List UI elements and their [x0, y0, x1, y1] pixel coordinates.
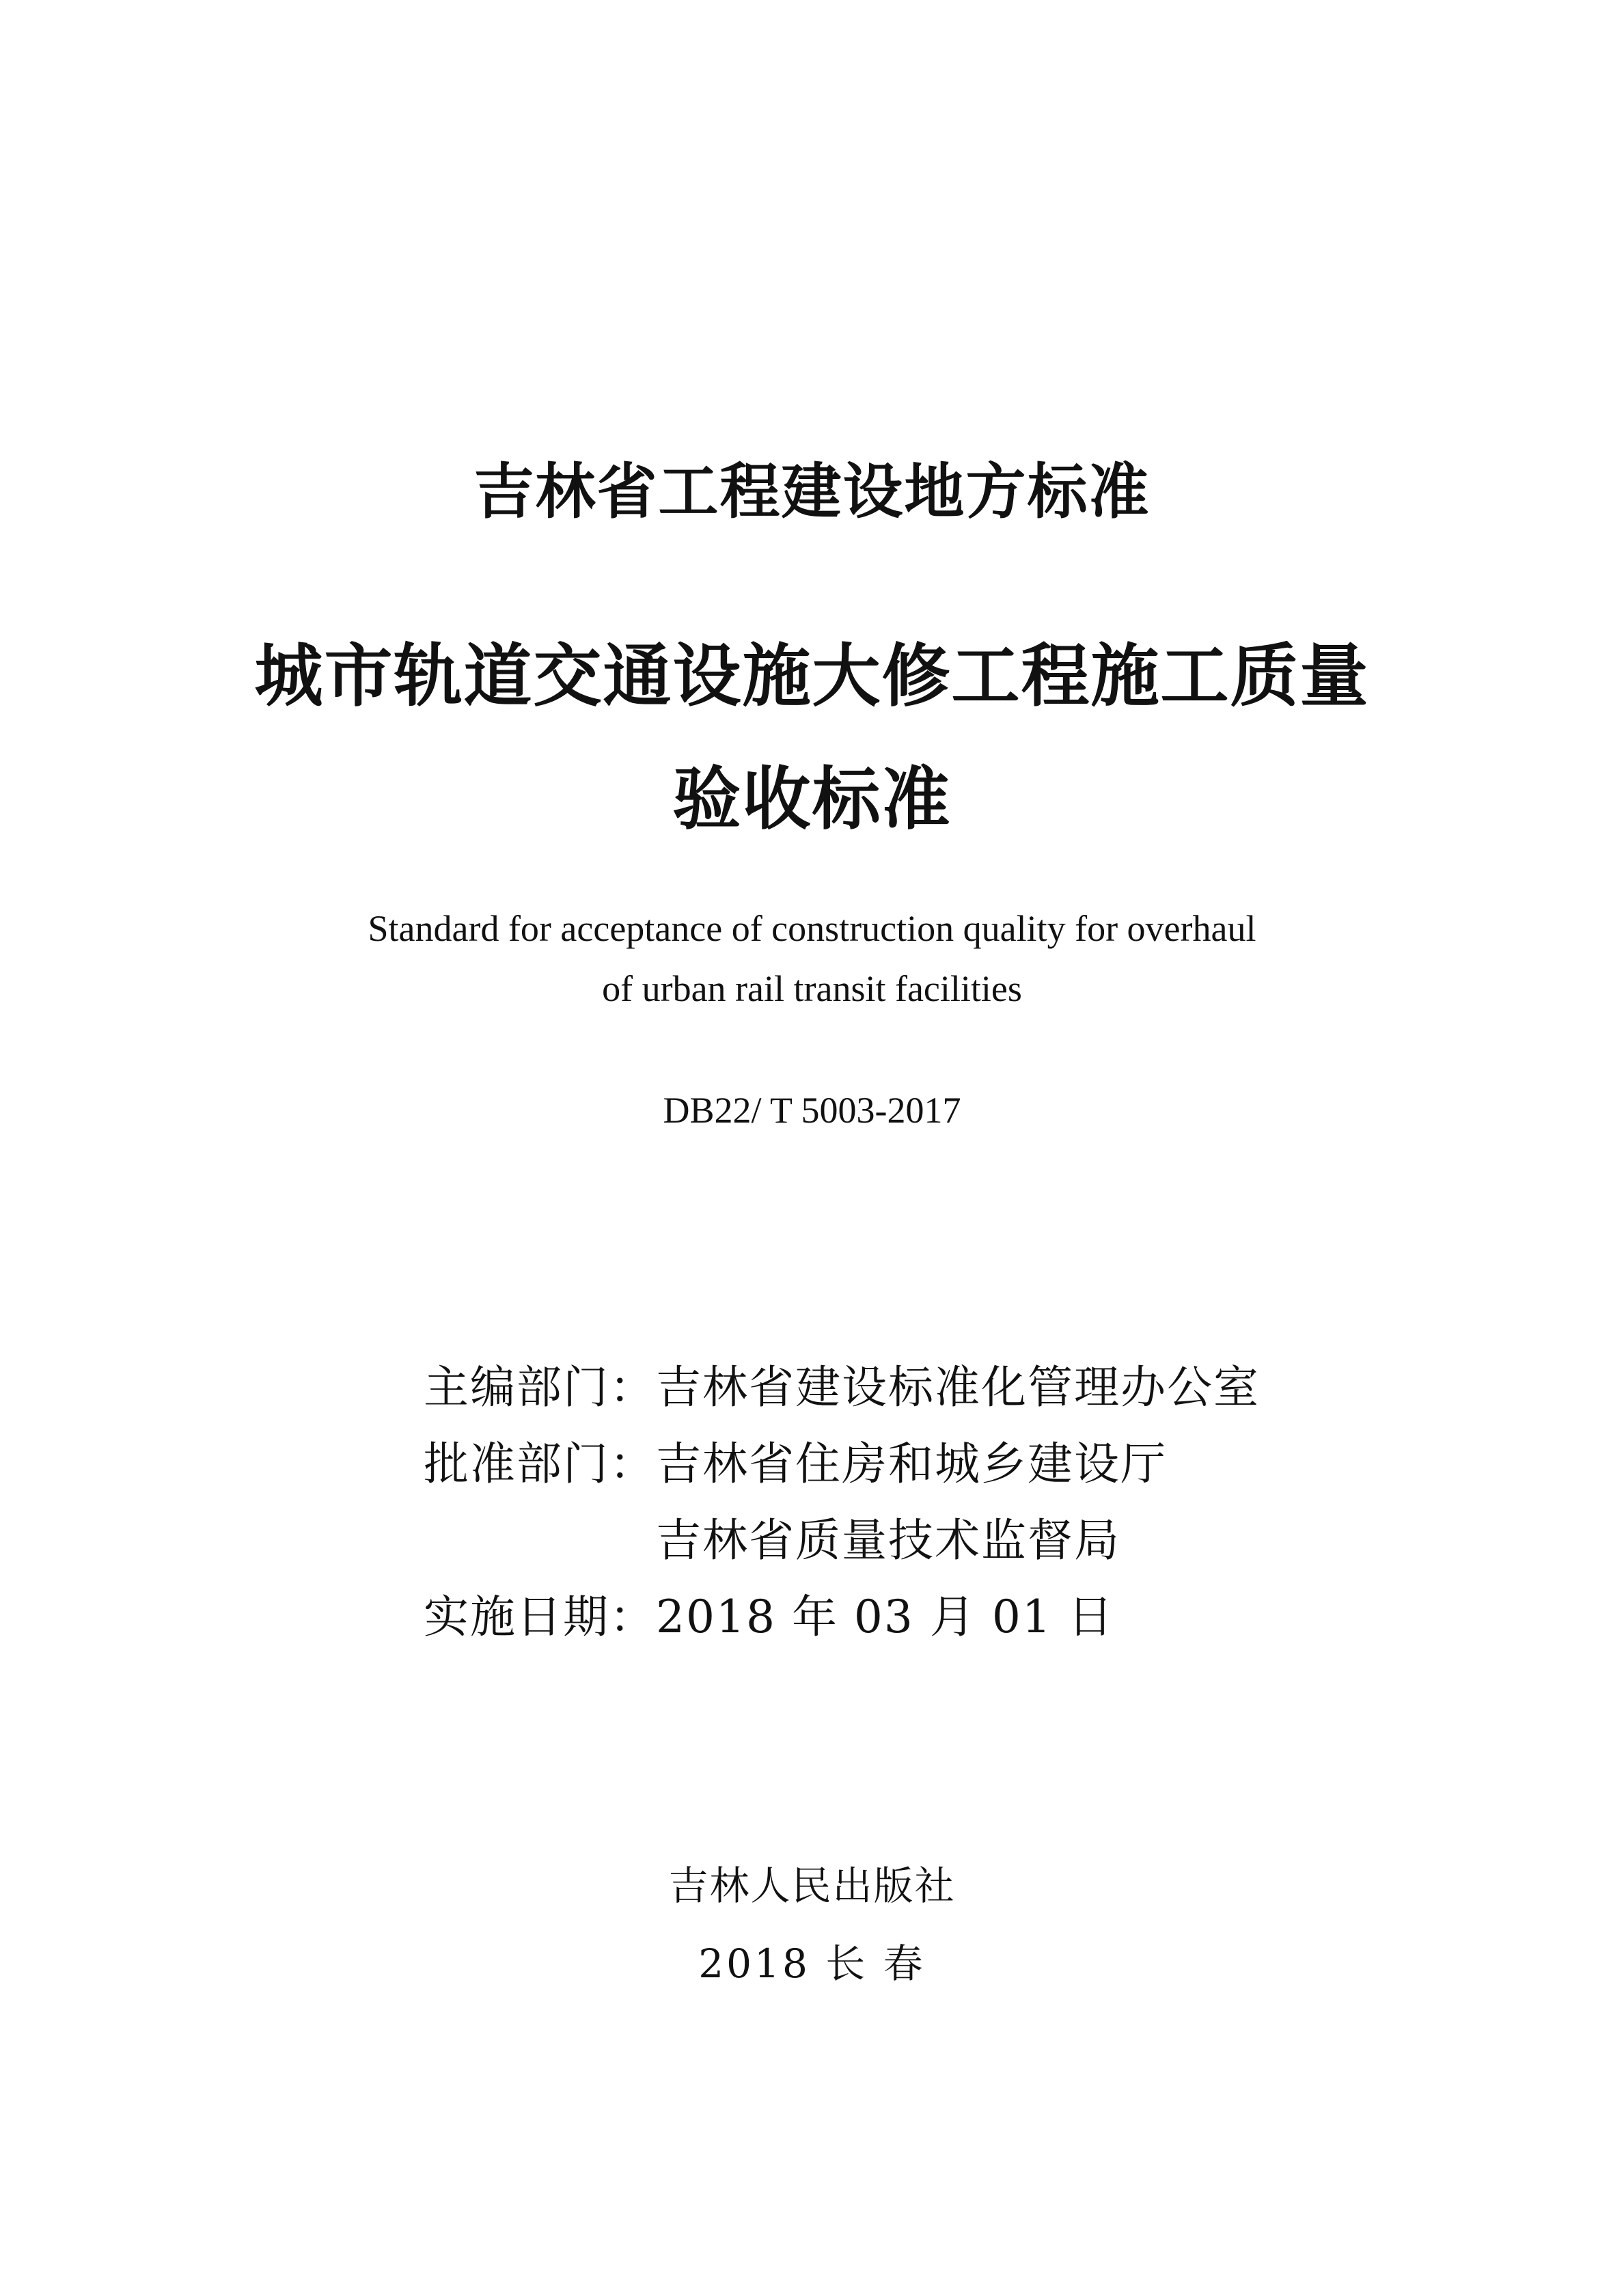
publication-place-year: 2018 长 春	[698, 1940, 926, 1987]
publisher: 吉林人民出版社	[668, 1863, 956, 1909]
date-row	[424, 1579, 1260, 1655]
date-value: 2018 年 03 月 01 日	[656, 1591, 1114, 1643]
editor-value: 吉林省建设标准化管理办公室	[656, 1361, 1260, 1414]
approver-value-2: 吉林省质量技术监督局	[656, 1514, 1120, 1567]
title-en-line-1: Standard for acceptance of construction quality for overhaul	[368, 908, 1256, 949]
approver-label: 批准部门：	[424, 1438, 656, 1490]
title-zh-line-1: 城市轨道交通设施大修工程施工质量	[254, 636, 1370, 716]
approver-row-2	[424, 1502, 1260, 1579]
editor-row	[424, 1349, 1260, 1426]
approver-row	[424, 1426, 1260, 1502]
standard-code: DB22/ T 5003-2017	[663, 1090, 961, 1131]
info-block	[424, 1349, 1260, 1655]
approver-value-1: 吉林省住房和城乡建设厅	[656, 1438, 1167, 1490]
date-label: 实施日期：	[424, 1591, 656, 1643]
editor-label: 主编部门：	[424, 1361, 656, 1414]
series-title: 吉林省工程建设地方标准	[473, 456, 1151, 527]
title-en-line-2: of urban rail transit facilities	[602, 968, 1022, 1009]
title-zh-line-2: 验收标准	[672, 759, 952, 839]
